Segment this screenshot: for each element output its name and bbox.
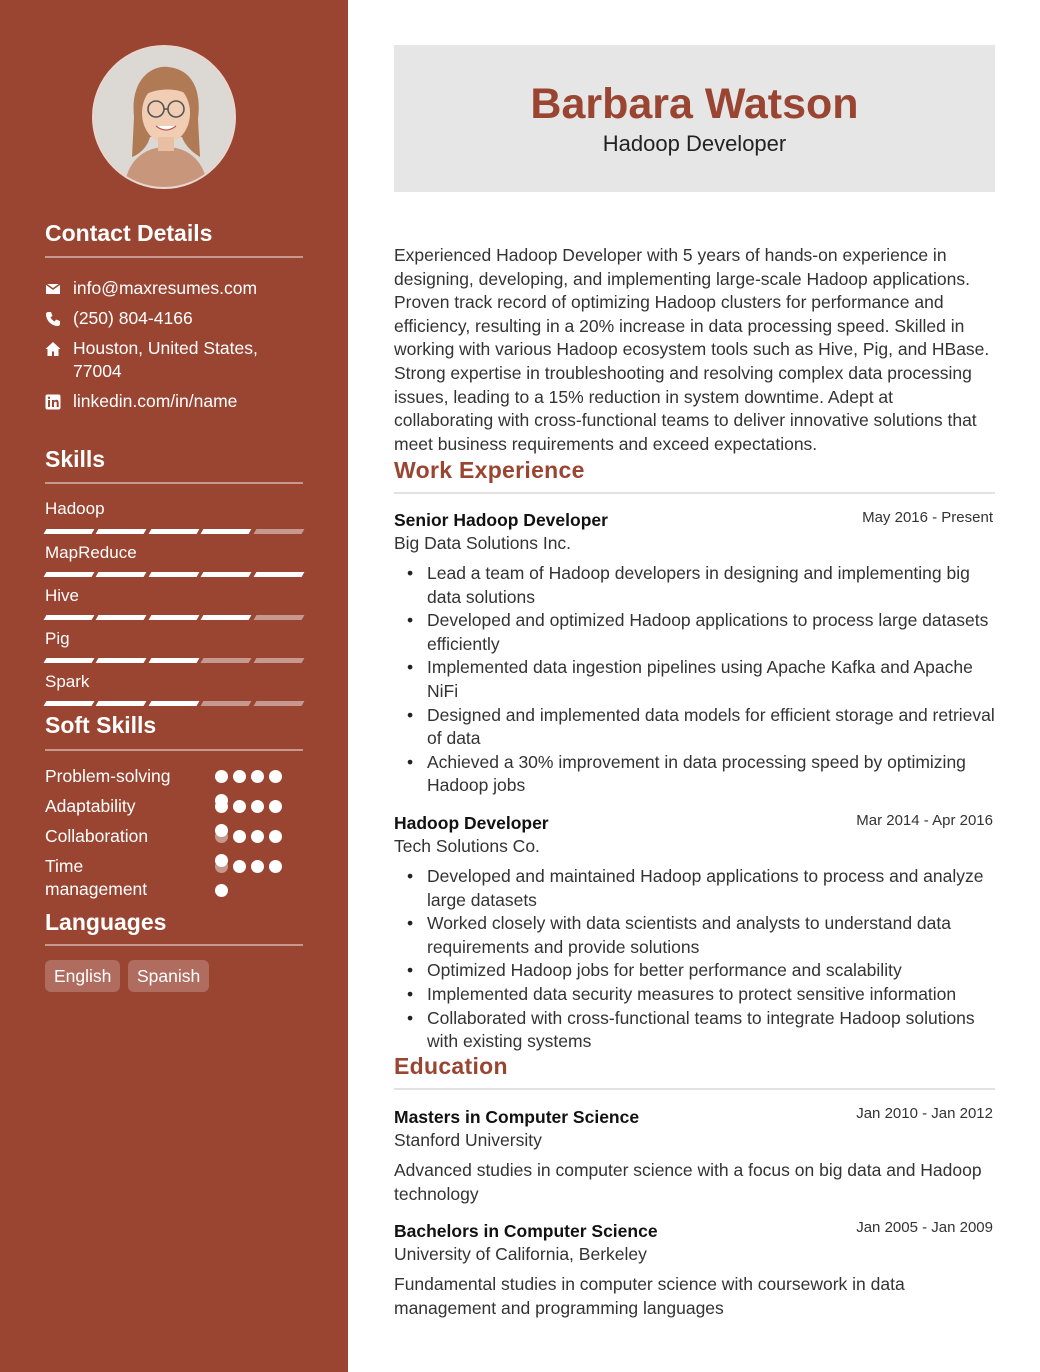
- skill-level-segment: [96, 701, 147, 706]
- soft-skills-divider: [45, 749, 303, 751]
- skill-level-segment: [148, 572, 199, 577]
- degree-description: Fundamental studies in computer science with coursework in data management and programming languages: [394, 1274, 905, 1318]
- sidebar: [0, 0, 348, 1372]
- list-item: • Optimized Hadoop jobs for better performance and scalability: [394, 959, 995, 983]
- skill-level-segment: [253, 658, 304, 663]
- skill-level-segment: [253, 615, 304, 620]
- skills-section-title: Skills: [45, 446, 106, 472]
- list-item: • Designed and implemented data models for efficient storage and retrieval of data: [394, 704, 995, 751]
- skill-level-segment: [201, 615, 252, 620]
- languages-divider: [45, 944, 303, 946]
- soft-skill-dot: [251, 770, 264, 783]
- skill-level-bar: [45, 529, 303, 534]
- job-company: Tech Solutions Co.: [394, 836, 540, 856]
- skill-level-segment: [44, 572, 95, 577]
- soft-skill-dot: [215, 830, 228, 843]
- skill-level-bar: [45, 572, 303, 577]
- soft-skill-dot: [269, 800, 282, 813]
- skill-level-segment: [44, 615, 95, 620]
- work-section-title: Work Experience: [394, 457, 585, 483]
- job-title: Senior Hadoop Developer: [394, 510, 608, 530]
- list-item: • Implemented data ingestion pipelines using Apache Kafka and Apache NiFi: [394, 656, 995, 703]
- soft-skill-dot: [269, 860, 282, 873]
- degree-date: Jan 2010 - Jan 2012: [856, 1105, 993, 1122]
- skill-level-segment: [148, 658, 199, 663]
- home-icon: [45, 337, 73, 360]
- phone-icon: [45, 307, 73, 330]
- contact-divider: [45, 256, 303, 258]
- contact-phone-text: (250) 804-4166: [73, 308, 193, 328]
- soft-skill-name: Time management: [45, 856, 148, 899]
- candidate-role: Hadoop Developer: [602, 131, 787, 156]
- skill-level-segment: [253, 701, 304, 706]
- soft-skills-section-title: Soft Skills: [45, 712, 157, 738]
- skill-level-segment: [148, 529, 199, 534]
- contact-address: [45, 337, 303, 383]
- professional-summary: Experienced Hadoop Developer with 5 years of hands-on experience in designing, developing, and implementing large-scale Hadoop applications. Proven track record of optimizing Hadoop clusters for performance and efficiency, resulting in a 20% increase in data processing speed. Skilled in working with various Hadoop ecosystem tools such as Hive, Pig, and HBase. Strong expertise in troubleshooting and resolving complex data processing issues, leading to a 15% reduction in system downtime. Adept at collaborating with cross-functional teams to deliver innovative solutions that meet business requirements and exceed expectations.: [394, 245, 990, 454]
- skill-level-segment: [44, 658, 95, 663]
- job-bullets: [394, 865, 995, 1054]
- education-divider: [394, 1088, 995, 1090]
- soft-skill-name: Adaptability: [45, 796, 136, 816]
- skill-name: Spark: [45, 672, 90, 691]
- contact-email-text: info@maxresumes.com: [73, 278, 258, 298]
- degree-title: Bachelors in Computer Science: [394, 1221, 658, 1241]
- soft-skill-dot: [269, 770, 282, 783]
- list-item: • Developed and optimized Hadoop applications to process large datasets efficiently: [394, 609, 995, 656]
- job-date: May 2016 - Present: [862, 509, 993, 526]
- portrait-photo-icon: [92, 45, 236, 189]
- skill-level-segment: [253, 572, 304, 577]
- work-divider: [394, 492, 995, 494]
- soft-skill-dot: [215, 800, 228, 813]
- contact-section-title: Contact Details: [45, 220, 213, 246]
- skill-level-segment: [96, 529, 147, 534]
- soft-skill-dot: [215, 770, 228, 783]
- contact-email[interactable]: [45, 277, 303, 300]
- skill-level-segment: [253, 529, 304, 534]
- list-item: • Developed and maintained Hadoop applications to process and analyze large datasets: [394, 865, 995, 912]
- list-item: • Achieved a 30% improvement in data processing speed by optimizing Hadoop jobs: [394, 751, 995, 798]
- envelope-icon: [45, 277, 73, 300]
- contact-address-text: Houston, United States, 77004: [73, 338, 258, 381]
- soft-skill-dot: [251, 800, 264, 813]
- skill-name: Hadoop: [45, 499, 105, 518]
- skill-level-bar: [45, 615, 303, 620]
- soft-skill-dot: [251, 830, 264, 843]
- degree-description: Advanced studies in computer science with a focus on big data and Hadoop technology: [394, 1160, 982, 1204]
- contact-linkedin-text: linkedin.com/in/name: [73, 391, 238, 411]
- soft-skill-dot: [251, 860, 264, 873]
- list-item: • Collaborated with cross-functional teams to integrate Hadoop solutions with existing systems: [394, 1007, 995, 1054]
- skill-level-segment: [96, 572, 147, 577]
- soft-skill-dot: [233, 770, 246, 783]
- school-name: University of California, Berkeley: [394, 1244, 647, 1264]
- skill-level-segment: [201, 572, 252, 577]
- contact-linkedin[interactable]: [45, 390, 303, 413]
- skill-level-bar: [45, 701, 303, 706]
- skills-divider: [45, 482, 303, 484]
- skill-name: Pig: [45, 629, 70, 648]
- language-tag: English: [45, 960, 120, 992]
- degree-title: Masters in Computer Science: [394, 1107, 640, 1127]
- skill-level-segment: [201, 658, 252, 663]
- skill-level-segment: [201, 701, 252, 706]
- resume-header: [394, 45, 995, 192]
- job-date: Mar 2014 - Apr 2016: [856, 812, 993, 829]
- skill-level-segment: [148, 701, 199, 706]
- soft-skill-dot: [215, 884, 228, 897]
- skill-level-segment: [44, 529, 95, 534]
- degree-date: Jan 2005 - Jan 2009: [856, 1219, 993, 1236]
- soft-skill-dot: [233, 800, 246, 813]
- job-bullets: [394, 562, 995, 798]
- soft-skill-dot: [269, 830, 282, 843]
- soft-skill-name: Problem-solving: [45, 766, 171, 786]
- soft-skill-dot: [233, 830, 246, 843]
- school-name: Stanford University: [394, 1130, 542, 1150]
- languages-section-title: Languages: [45, 909, 167, 935]
- education-section-title: Education: [394, 1053, 508, 1079]
- list-item: • Implemented data security measures to protect sensitive information: [394, 983, 995, 1007]
- linkedin-icon: [45, 390, 73, 413]
- skill-name: MapReduce: [45, 543, 137, 562]
- soft-skill-dot: [215, 860, 228, 873]
- skill-level-segment: [96, 615, 147, 620]
- candidate-name: Barbara Watson: [530, 80, 859, 128]
- job-company: Big Data Solutions Inc.: [394, 533, 572, 553]
- soft-skill-name: Collaboration: [45, 826, 149, 846]
- language-tag: Spanish: [128, 960, 209, 992]
- contact-phone[interactable]: [45, 307, 303, 330]
- list-item: • Worked closely with data scientists and analysts to understand data requirements and provide solutions: [394, 912, 995, 959]
- skill-level-segment: [201, 529, 252, 534]
- skill-name: Hive: [45, 586, 80, 605]
- skill-level-bar: [45, 658, 303, 663]
- job-title: Hadoop Developer: [394, 813, 549, 833]
- skill-level-segment: [148, 615, 199, 620]
- list-item: • Lead a team of Hadoop developers in designing and implementing big data solutions: [394, 562, 995, 609]
- skill-level-segment: [44, 701, 95, 706]
- skill-level-segment: [96, 658, 147, 663]
- soft-skill-dot: [233, 860, 246, 873]
